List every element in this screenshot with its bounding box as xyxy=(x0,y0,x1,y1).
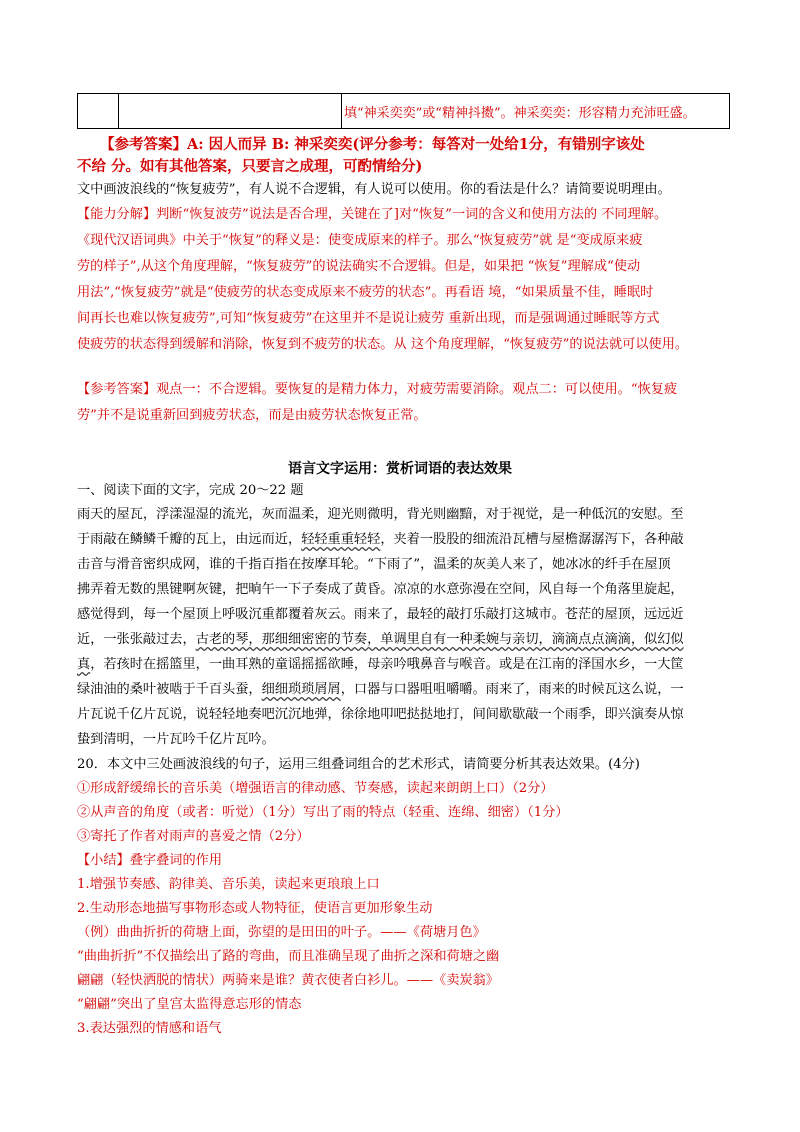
task-instruction: 一、阅读下面的文字，完成 20～22 题 xyxy=(77,483,304,498)
answer1-line2: 不给 分。如有其他答案，只要言之成理，可酌情给分) xyxy=(77,158,423,175)
section-title: 语言文字运用：赏析词语的表达效果 xyxy=(288,461,512,477)
analysis-line: 使疲劳的状态得到缓解和消除，恢复到不疲劳的状态。从 这个角度理解，“恢复疲劳”的说法就可以使用。 xyxy=(77,337,689,352)
answer2-line: 【参考答案】观点一：不合逻辑。要恢复的是精力体力，对疲劳需要消除。观点二：可以使用。“恢复疲 xyxy=(77,382,678,397)
passage-line: 蛰到清明，一片瓦吟千亿片瓦吟。 xyxy=(77,732,275,747)
q20-answer: ①形成舒缓绵长的音乐美（增强语言的律动感、节奏感，读起来朗朗上口）（2分） xyxy=(77,781,554,796)
wavy-underline-phrase: 轻轻重重轻轻 xyxy=(301,532,381,547)
passage-line xyxy=(77,530,684,550)
summary-line: 2.生动形态地描写事物形态或人物特征，使语言更加形象生动 xyxy=(77,901,433,916)
wavy-underline-phrase: 古老的琴，那细细密密的节奏，单调里自有一种柔婉与亲切，滴滴点点滴滴，似幻似 xyxy=(195,632,684,647)
question-20: 20．本文中三处画波浪线的句子，运用三组叠词组合的艺术形式，请简要分析其表达效果。(4分) xyxy=(77,757,640,772)
summary-line: 3.表达强烈的情感和语气 xyxy=(77,1021,222,1036)
passage-text: ，口器与口器咀咀嚼嚼。雨来了，雨来的时候瓦这么说，一 xyxy=(340,682,684,697)
summary-line: 【小结】叠字叠词的作用 xyxy=(77,853,223,868)
answer1-scoring-label: 评分参考： xyxy=(359,136,432,153)
summary-line: （例）曲曲折折的荷塘上面，弥望的是田田的叶子。——《荷塘月色》 xyxy=(77,925,486,940)
summary-line: 1.增强节奏感、韵律美、音乐美，读起来更琅琅上口 xyxy=(77,877,380,892)
summary-line: 翩翩（轻快洒脱的情状）两骑来是谁？黄衣使者白衫儿。——《卖炭翁》 xyxy=(77,973,499,988)
answer1-text: A: 因人而异 B: 神采奕奕( xyxy=(187,136,360,153)
analysis-line: 【能力分解】判断“恢复波劳”说法是否合理，关键在了]对“恢复”一词的含义和使用方法的 不同理解。 xyxy=(77,207,668,222)
passage-text: ，夹着一股股的细流沿瓦槽与屋檐潺潺泻下，各种敲 xyxy=(380,532,684,547)
table-cell: 填“神采奕奕”或“精神抖擞”。神采奕奕：形容精力充沛旺盛。 xyxy=(342,94,730,129)
analysis-line: 间再长也难以恢复疲劳”,可知“恢复疲劳”在这里并不是说让疲劳 重新出现，而是强调通过睡眠等方式 xyxy=(77,311,660,326)
passage-line xyxy=(77,655,684,675)
passage-text: 近，一张张敲过去， xyxy=(77,632,196,647)
wavy-underline-phrase: 真 xyxy=(77,657,91,672)
passage-text: ，若孩时在摇篮里，一曲耳熟的童谣摇摇欲睡，母亲吟哦鼻音与喉音。或是在江南的泽国水乡，一大筐 xyxy=(90,657,684,672)
passage-line xyxy=(77,680,684,700)
analysis-line: 《现代汉语词典》中关于“恢复”的释义是：使变成原来的样子。那么“恢复疲劳”就 是“变成原来疲 xyxy=(77,233,643,248)
summary-line: “曲曲折折”不仅描绘出了路的弯曲，而且准确呈现了曲折之深和荷塘之幽 xyxy=(77,949,500,964)
q20-answer: ③寄托了作者对雨声的喜爱之情（2分） xyxy=(77,829,310,844)
answer1-label: 【参考答案】 xyxy=(100,136,187,153)
passage-line: 拂弄着无数的黑键啊灰键，把晌午一下子奏成了黄昏。凉凉的水意弥漫在空间，风自每一个角落里旋起， xyxy=(77,582,684,597)
passage-line: 雨天的屋瓦，浮漾湿湿的流光，灰而温柔，迎光则微明，背光则幽黯，对于视觉，是一种低沉的安慰。至 xyxy=(77,507,684,522)
answer-table xyxy=(77,93,730,129)
table-row xyxy=(78,94,730,129)
passage-line: 感觉得到，每一个屋顶上呼吸沉重都覆着灰云。雨来了，最轻的敲打乐敲打这城市。苍茫的屋顶，远远近 xyxy=(77,607,684,622)
answer1-line1 xyxy=(100,135,645,155)
table-cell xyxy=(78,94,119,129)
question-text: 文中画波浪线的“恢复疲劳”，有人说不合逻辑，有人说可以使用。你的看法是什么？请简要说明理由。 xyxy=(77,182,671,197)
passage-line: 片瓦说千亿片瓦说，说轻轻地奏吧沉沉地弹，徐徐地叩吧挞挞地打，间间歇歇敲一个雨季，即兴演奏从惊 xyxy=(77,707,684,722)
analysis-line: 劳的样子”,从这个角度理解，“恢复疲劳”的说法确实不合逻辑。但是，如果把 “恢复”理解成“使动 xyxy=(77,259,641,274)
passage-text: 于雨敲在鳞鳞千瓣的瓦上，由远而近， xyxy=(77,532,302,547)
analysis-line: 用法”,“恢复疲劳”就是“使疲劳的状态变成原来不疲劳的状态”。再看语 境，“如果质量不佳，睡眠时 xyxy=(77,285,654,300)
q20-answer: ②从声音的角度（或者：听觉）（1分）写出了雨的特点（轻重、连绵、细密）（1分） xyxy=(77,805,569,820)
wavy-underline-phrase: 细细琐琐屑屑 xyxy=(261,682,341,697)
answer2-line: 劳”并不是说重新回到疲劳状态，而是由疲劳状态恢复正常。 xyxy=(77,408,427,423)
passage-line: 击音与滑音密织成网，谁的千指百指在按摩耳轮。“下雨了”，温柔的灰美人来了，她冰冰的纤手在屋顶 xyxy=(77,557,671,572)
passage-line xyxy=(77,630,684,650)
summary-line: “翩翩”突出了皇宫太监得意忘形的情态 xyxy=(77,997,302,1012)
table-cell xyxy=(119,94,342,129)
answer1-scoring: 每答对一处给1分，有错别字该处 xyxy=(431,136,645,153)
passage-text: 绿油油的桑叶被啮于千百头蚕， xyxy=(77,682,262,697)
